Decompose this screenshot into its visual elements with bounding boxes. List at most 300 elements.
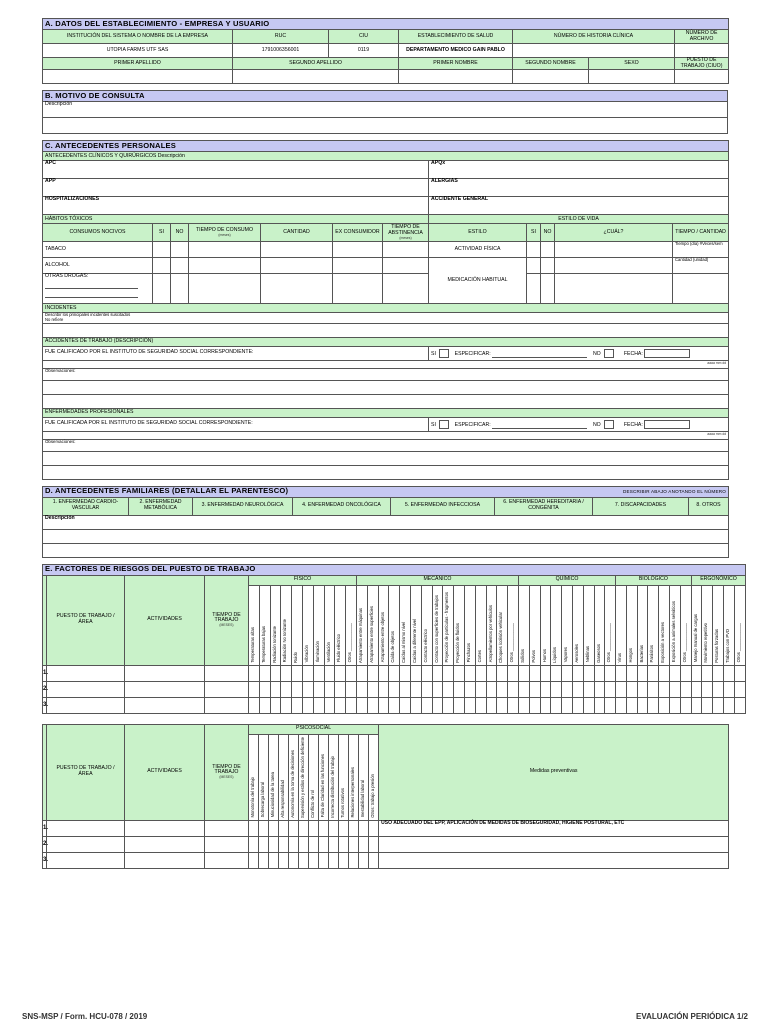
riesgo-factor-cell[interactable] <box>421 681 432 697</box>
field-ciu[interactable]: 0119 <box>329 44 399 58</box>
riesgo-factor-cell[interactable] <box>702 697 713 713</box>
riesgo-factor-cell[interactable] <box>659 697 670 713</box>
riesgo-factor-cell[interactable] <box>367 665 378 681</box>
drogas-cantidad[interactable] <box>261 274 333 304</box>
accidente-si-checkbox[interactable] <box>439 349 449 358</box>
incidentes-extra-line[interactable] <box>43 323 729 337</box>
riesgo-factor-cell[interactable] <box>605 665 616 681</box>
riesgo-factor-cell[interactable] <box>702 681 713 697</box>
riesgo-factor-cell[interactable] <box>281 681 292 697</box>
mecanico-factor-11-pinchazos <box>464 585 475 665</box>
riesgo-factor-cell[interactable] <box>356 665 367 681</box>
psicosocial-factor-cell[interactable] <box>299 852 309 868</box>
alcohol-si[interactable] <box>153 258 171 274</box>
riesgo-factor-cell[interactable] <box>292 681 303 697</box>
psicosocial-puesto-input[interactable] <box>47 852 125 868</box>
riesgo-tiempo-input[interactable] <box>205 681 249 697</box>
field-institucion[interactable]: UTOPIA FARMS UTF SAS <box>43 44 233 58</box>
riesgo-factor-cell[interactable] <box>302 665 313 681</box>
riesgo-factor-cell[interactable] <box>292 665 303 681</box>
psicosocial-factor-cell[interactable] <box>369 836 379 852</box>
riesgo-factor-cell[interactable] <box>346 697 357 713</box>
riesgo-factor-cell[interactable] <box>616 697 627 713</box>
drogas-no[interactable] <box>171 274 189 304</box>
psicosocial-tiempo-input[interactable] <box>205 852 249 868</box>
psicosocial-factor-cell[interactable] <box>349 836 359 852</box>
riesgo-factor-cell[interactable] <box>551 665 562 681</box>
riesgo-factor-cell[interactable] <box>292 697 303 713</box>
familiar-item-3[interactable]: 3. ENFERMEDAD NEUROLÓGICA <box>193 497 293 515</box>
riesgo-factor-cell[interactable] <box>713 697 724 713</box>
psicosocial-factor-cell[interactable] <box>319 852 329 868</box>
familiar-item-8[interactable]: 8. OTROS <box>689 497 729 515</box>
riesgo-factor-cell[interactable] <box>486 665 497 681</box>
riesgo-factor-cell[interactable] <box>583 697 594 713</box>
riesgo-factor-cell[interactable] <box>616 681 627 697</box>
enfermedades-profesionales-label: ENFERMEDADES PROFESIONALES <box>43 408 729 417</box>
riesgo-factor-cell[interactable] <box>605 681 616 697</box>
riesgo-factor-cell[interactable] <box>356 697 367 713</box>
riesgo-factor-cell[interactable] <box>497 697 508 713</box>
riesgo-factor-cell[interactable] <box>367 681 378 697</box>
riesgo-factor-cell[interactable] <box>648 665 659 681</box>
riesgo-factor-cell[interactable] <box>508 665 519 681</box>
psicosocial-factor-cell[interactable] <box>369 820 379 836</box>
psicosocial-tiempo-input[interactable] <box>205 820 249 836</box>
motivo-descripcion-field[interactable] <box>43 118 728 134</box>
row-medicacion-label: MEDICACIÓN HABITUAL <box>429 258 527 304</box>
accidente-observaciones-field[interactable] <box>43 368 729 380</box>
familiar-item-4[interactable]: 4. ENFERMEDAD ONCOLÓGICA <box>293 497 391 515</box>
tabaco-no[interactable] <box>171 242 189 258</box>
psicosocial-puesto-input[interactable] <box>47 820 125 836</box>
enfermedad-calificada-label: FUE CALIFICADA POR EL INSTITUTO DE SEGURIDAD SOCIAL CORRESPONDIENTE: <box>43 417 429 431</box>
drogas-abstinencia[interactable] <box>383 274 429 304</box>
incidentes-field[interactable] <box>43 313 729 323</box>
riesgo-factor-cell[interactable] <box>702 665 713 681</box>
riesgo-factor-cell[interactable] <box>637 665 648 681</box>
psicosocial-factor-cell[interactable] <box>289 820 299 836</box>
medicacion-tiempo-2[interactable] <box>673 274 729 304</box>
riesgo-factor-cell[interactable] <box>486 697 497 713</box>
psicosocial-factor-cell[interactable] <box>339 836 349 852</box>
riesgo-tiempo-input[interactable] <box>205 665 249 681</box>
riesgo-factor-cell[interactable] <box>540 697 551 713</box>
riesgo-factor-cell[interactable] <box>551 681 562 697</box>
riesgo-factor-cell[interactable] <box>486 681 497 697</box>
field-segundo-apellido[interactable] <box>233 70 399 84</box>
riesgo-factor-cell[interactable] <box>540 681 551 697</box>
riesgo-factor-cell[interactable] <box>583 665 594 681</box>
psicosocial-actividades-input[interactable] <box>125 836 205 852</box>
psicosocial-factor-cell[interactable] <box>339 852 349 868</box>
medicacion-no-2[interactable] <box>541 274 555 304</box>
riesgo-factor-cell[interactable] <box>648 681 659 697</box>
familiar-line-3[interactable] <box>43 543 729 557</box>
riesgo-factor-cell[interactable] <box>454 681 465 697</box>
riesgo-factor-cell[interactable] <box>562 697 573 713</box>
riesgo-factor-cell[interactable] <box>508 697 519 713</box>
riesgo-factor-cell[interactable] <box>551 697 562 713</box>
riesgo-factor-cell[interactable] <box>464 697 475 713</box>
accidente-general-field[interactable] <box>429 197 729 215</box>
riesgo-factor-cell[interactable] <box>572 681 583 697</box>
riesgo-factor-cell[interactable] <box>270 697 281 713</box>
riesgo-factor-cell[interactable] <box>464 681 475 697</box>
field-archivo[interactable] <box>675 44 729 58</box>
psicosocial-factor-cell[interactable] <box>349 852 359 868</box>
drogas-ex[interactable] <box>333 274 383 304</box>
psicosocial-tiempo-input[interactable] <box>205 836 249 852</box>
enfermedad-obs-line-2[interactable] <box>43 451 729 465</box>
riesgo-factor-cell[interactable] <box>734 681 745 697</box>
psicosocial-factor-cell[interactable] <box>319 820 329 836</box>
psicosocial-factor-cell[interactable] <box>329 852 339 868</box>
accidente-si-label: SI <box>431 350 436 357</box>
riesgo-actividades-input[interactable] <box>125 681 205 697</box>
riesgo-factor-cell[interactable] <box>572 665 583 681</box>
psicosocial-factor-cell[interactable] <box>259 820 269 836</box>
psicosocial-factor-cell[interactable] <box>339 820 349 836</box>
riesgo-puesto-input[interactable] <box>47 681 125 697</box>
riesgo-factor-cell[interactable] <box>335 697 346 713</box>
familiar-item-1[interactable]: 1. ENFERMEDAD CARDIO-VASCULAR <box>43 497 129 515</box>
riesgo-factor-cell[interactable] <box>605 697 616 713</box>
riesgo-puesto-input[interactable] <box>47 697 125 713</box>
section-e-table <box>42 564 746 714</box>
riesgo-factor-cell[interactable] <box>497 665 508 681</box>
medicacion-si-1[interactable] <box>527 258 541 274</box>
psicosocial-factor-cell[interactable] <box>349 820 359 836</box>
col-medidas-preventivas: Medidas preventivas <box>379 724 729 820</box>
tabaco-tiempo[interactable] <box>189 242 261 258</box>
psicosocial-factor-cell[interactable] <box>279 852 289 868</box>
header-archivo: NÚMERO DE ARCHIVO <box>675 30 729 44</box>
ergonomico-factor-5-otros <box>734 585 745 665</box>
medidas-preventivas-field[interactable]: USO ADECUADO DEL EPP, APLICACIÓN DE MEDIDAS DE BIOSEGURIDAD, HIGIENE POSTURAL, ETC <box>379 820 729 836</box>
psicosocial-factor-cell[interactable] <box>309 836 319 852</box>
riesgo-factor-cell[interactable] <box>734 665 745 681</box>
riesgo-factor-cell[interactable] <box>475 665 486 681</box>
riesgo-factor-cell[interactable] <box>529 697 540 713</box>
riesgo-factor-cell[interactable] <box>518 665 529 681</box>
riesgo-factor-cell[interactable] <box>389 697 400 713</box>
section-a-title: A. DATOS DEL ESTABLECIMIENTO - EMPRESA Y USUARIO <box>43 19 729 30</box>
alcohol-abstinencia[interactable] <box>383 258 429 274</box>
psicosocial-actividades-input[interactable] <box>125 820 205 836</box>
riesgo-factor-cell[interactable] <box>670 697 681 713</box>
tabaco-cantidad[interactable] <box>261 242 333 258</box>
enfermedad-no-checkbox[interactable] <box>604 420 614 429</box>
familiar-item-6[interactable]: 6. ENFERMEDAD HEREDITARIA / CONGÉNITA <box>495 497 593 515</box>
riesgo-factor-cell[interactable] <box>432 665 443 681</box>
riesgo-factor-cell[interactable] <box>562 681 573 697</box>
riesgo-factor-cell[interactable] <box>680 665 691 681</box>
riesgo-tiempo-input[interactable] <box>205 697 249 713</box>
riesgo-factor-cell[interactable] <box>346 681 357 697</box>
psicosocial-actividades-input[interactable] <box>125 852 205 868</box>
section-d-title-text: D. ANTECEDENTES FAMILIARES (DETALLAR EL PARENTESCO) <box>45 486 289 496</box>
app-field[interactable] <box>43 179 429 197</box>
riesgo-factor-cell[interactable] <box>367 697 378 713</box>
riesgo-factor-cell[interactable] <box>529 681 540 697</box>
riesgo-factor-cell[interactable] <box>637 681 648 697</box>
riesgo-factor-cell[interactable] <box>562 665 573 681</box>
psicosocial-factor-cell[interactable] <box>359 820 369 836</box>
riesgo-factor-cell[interactable] <box>335 681 346 697</box>
riesgo-factor-cell[interactable] <box>324 681 335 697</box>
riesgo-factor-cell[interactable] <box>670 681 681 697</box>
familiar-item-5[interactable]: 5. ENFERMEDAD INFECCIOSA <box>391 497 495 515</box>
col-actividades: ACTIVIDADES <box>125 575 205 665</box>
riesgo-factor-cell[interactable] <box>713 681 724 697</box>
riesgo-factor-cell[interactable] <box>249 681 260 697</box>
familiar-line-2[interactable] <box>43 529 729 543</box>
enfermedad-especificar-input[interactable] <box>492 422 587 429</box>
actividad-tiempo[interactable]: Tiempo (día) #Veces/sem <box>673 242 729 258</box>
riesgo-factor-cell[interactable] <box>529 665 540 681</box>
riesgo-factor-cell[interactable] <box>670 665 681 681</box>
riesgo-factor-cell[interactable] <box>421 697 432 713</box>
accidente-obs-line-3[interactable] <box>43 394 729 408</box>
riesgo-factor-cell[interactable] <box>249 697 260 713</box>
enfermedad-obs-line-3[interactable] <box>43 465 729 479</box>
riesgo-factor-cell[interactable] <box>616 665 627 681</box>
enfermedad-fecha-input[interactable] <box>644 420 690 429</box>
riesgo-factor-cell[interactable] <box>249 665 260 681</box>
accidente-fecha-input[interactable] <box>644 349 690 358</box>
psicosocial-factor-cell[interactable] <box>269 820 279 836</box>
psicosocial-factor-cell[interactable] <box>359 852 369 868</box>
psicosocial-factor-cell[interactable] <box>279 836 289 852</box>
apc-field[interactable] <box>43 161 429 179</box>
psicosocial-factor-cell[interactable] <box>329 820 339 836</box>
riesgo-factor-cell[interactable] <box>508 681 519 697</box>
riesgo-factor-cell[interactable] <box>302 697 313 713</box>
riesgo-factor-cell[interactable] <box>421 665 432 681</box>
riesgo-factor-cell[interactable] <box>626 665 637 681</box>
psicosocial-factor-cell[interactable] <box>249 852 259 868</box>
psicosocial-factor-cell[interactable] <box>249 836 259 852</box>
riesgo-puesto-input[interactable] <box>47 665 125 681</box>
tabaco-ex[interactable] <box>333 242 383 258</box>
riesgo-factor-cell[interactable] <box>259 697 270 713</box>
riesgo-factor-cell[interactable] <box>724 697 735 713</box>
psicosocial-factor-cell[interactable] <box>279 820 289 836</box>
field-primer-nombre[interactable] <box>399 70 513 84</box>
accidente-obs-line-2[interactable] <box>43 380 729 394</box>
riesgo-factor-cell[interactable] <box>324 697 335 713</box>
riesgo-factor-cell[interactable] <box>410 665 421 681</box>
familiar-item-2[interactable]: 2. ENFERMEDAD METABÓLICA <box>129 497 193 515</box>
riesgo-factor-cell[interactable] <box>475 681 486 697</box>
riesgo-factor-cell[interactable] <box>410 697 421 713</box>
tabaco-si[interactable] <box>153 242 171 258</box>
field-sexo[interactable] <box>589 70 675 84</box>
riesgo-factor-cell[interactable] <box>724 665 735 681</box>
riesgo-factor-cell[interactable] <box>432 697 443 713</box>
riesgo-factor-cell[interactable] <box>400 697 411 713</box>
riesgo-factor-cell[interactable] <box>691 681 702 697</box>
alcohol-no[interactable] <box>171 258 189 274</box>
riesgo-factor-cell[interactable] <box>454 697 465 713</box>
medicacion-si-2[interactable] <box>527 274 541 304</box>
riesgo-factor-cell[interactable] <box>356 681 367 697</box>
psicosocial-row-number: 2. <box>43 836 47 852</box>
psicosocial-factor-cell[interactable] <box>289 836 299 852</box>
riesgo-factor-cell[interactable] <box>659 681 670 697</box>
alcohol-ex[interactable] <box>333 258 383 274</box>
riesgo-factor-cell[interactable] <box>583 681 594 697</box>
col-si: SI <box>153 224 171 242</box>
riesgo-factor-cell[interactable] <box>335 665 346 681</box>
accidente-especificar-input[interactable] <box>492 351 587 358</box>
accidente-no-checkbox[interactable] <box>604 349 614 358</box>
riesgo-factor-cell[interactable] <box>454 665 465 681</box>
riesgo-factor-cell[interactable] <box>410 681 421 697</box>
medicacion-cantidad[interactable]: Cantidad (unidad) <box>673 258 729 274</box>
medicacion-no-1[interactable] <box>541 258 555 274</box>
psicosocial-factor-cell[interactable] <box>269 836 279 852</box>
mecanico-factor-4-caida-de-objetos <box>389 585 400 665</box>
riesgo-factor-cell[interactable] <box>626 681 637 697</box>
field-puesto-ciuo[interactable] <box>675 70 729 84</box>
field-segundo-nombre[interactable] <box>513 70 589 84</box>
riesgo-factor-cell[interactable] <box>259 665 270 681</box>
riesgo-factor-cell[interactable] <box>443 665 454 681</box>
accidente-fecha-label: FECHA: <box>623 350 643 357</box>
familiar-item-7[interactable]: 7. DISCAPACIDADES <box>593 497 689 515</box>
riesgo-actividades-input[interactable] <box>125 697 205 713</box>
riesgo-factor-cell[interactable] <box>281 665 292 681</box>
actividad-si[interactable] <box>527 242 541 258</box>
riesgo-factor-cell[interactable] <box>659 665 670 681</box>
riesgo-factor-cell[interactable] <box>346 665 357 681</box>
psico-col-tiempo <box>205 724 249 820</box>
riesgo-factor-cell[interactable] <box>313 681 324 697</box>
riesgo-factor-cell[interactable] <box>389 681 400 697</box>
mecanico-factor-13-atropellamientos-por-veh <box>486 585 497 665</box>
riesgo-factor-cell[interactable] <box>680 681 691 697</box>
psicosocial-factor-cell[interactable] <box>309 820 319 836</box>
col-tiempo-trabajo <box>205 575 249 665</box>
riesgo-factor-cell[interactable] <box>475 697 486 713</box>
riesgo-factor-cell[interactable] <box>518 697 529 713</box>
alcohol-tiempo[interactable] <box>189 258 261 274</box>
col-abstinencia-label: TIEMPO DE ABSTINENCIA <box>388 224 423 237</box>
riesgo-factor-cell[interactable] <box>443 681 454 697</box>
riesgo-factor-cell[interactable] <box>540 665 551 681</box>
riesgo-factor-cell[interactable] <box>259 681 270 697</box>
riesgo-factor-cell[interactable] <box>680 697 691 713</box>
psicosocial-factor-7-conflicto-de-rol <box>309 734 319 820</box>
enfermedad-si-checkbox[interactable] <box>439 420 449 429</box>
medicacion-cual-1[interactable] <box>555 258 673 274</box>
riesgo-factor-cell[interactable] <box>691 697 702 713</box>
riesgo-factor-cell[interactable] <box>378 681 389 697</box>
alergias-field[interactable] <box>429 179 729 197</box>
drogas-tiempo[interactable] <box>189 274 261 304</box>
medidas-preventivas-field[interactable] <box>379 836 729 852</box>
psicosocial-factor-cell[interactable] <box>259 836 269 852</box>
riesgo-factor-cell[interactable] <box>324 665 335 681</box>
riesgo-factor-cell[interactable] <box>378 665 389 681</box>
riesgo-factor-cell[interactable] <box>443 697 454 713</box>
riesgo-factor-cell[interactable] <box>378 697 389 713</box>
enfermedad-observaciones-field[interactable] <box>43 439 729 451</box>
riesgo-factor-cell[interactable] <box>400 665 411 681</box>
riesgo-factor-cell[interactable] <box>400 681 411 697</box>
biologico-factor-label-7: Otros ____________ <box>681 623 687 663</box>
riesgo-factor-cell[interactable] <box>594 697 605 713</box>
familiar-descripcion-field[interactable] <box>43 515 729 529</box>
footer-page-label: EVALUACIÓN PERIÓDICA 1/2 <box>635 1012 748 1021</box>
riesgo-factor-cell[interactable] <box>464 665 475 681</box>
psicosocial-factor-cell[interactable] <box>249 820 259 836</box>
psicosocial-factor-cell[interactable] <box>309 852 319 868</box>
riesgo-factor-cell[interactable] <box>389 665 400 681</box>
psicosocial-factor-cell[interactable] <box>299 836 309 852</box>
riesgo-factor-cell[interactable] <box>313 697 324 713</box>
riesgo-factor-cell[interactable] <box>626 697 637 713</box>
medidas-preventivas-field[interactable] <box>379 852 729 868</box>
riesgo-factor-cell[interactable] <box>313 665 324 681</box>
riesgo-factor-cell[interactable] <box>724 681 735 697</box>
alcohol-cantidad[interactable] <box>261 258 333 274</box>
psicosocial-factor-cell[interactable] <box>269 852 279 868</box>
psicosocial-puesto-input[interactable] <box>47 836 125 852</box>
actividad-cual[interactable] <box>555 242 673 258</box>
riesgo-factor-cell[interactable] <box>270 681 281 697</box>
psicosocial-factor-cell[interactable] <box>359 836 369 852</box>
actividad-no[interactable] <box>541 242 555 258</box>
apq-field[interactable] <box>429 161 729 179</box>
riesgo-actividades-input[interactable] <box>125 665 205 681</box>
section-d-title <box>43 486 729 497</box>
riesgo-factor-cell[interactable] <box>637 697 648 713</box>
psicosocial-factor-cell[interactable] <box>369 852 379 868</box>
riesgo-factor-cell[interactable] <box>713 665 724 681</box>
riesgo-factor-cell[interactable] <box>594 665 605 681</box>
riesgo-factor-cell[interactable] <box>497 681 508 697</box>
medicacion-cual-2[interactable] <box>555 274 673 304</box>
field-ruc[interactable]: 1791006356001 <box>233 44 329 58</box>
psicosocial-factor-cell[interactable] <box>319 836 329 852</box>
psicosocial-factor-cell[interactable] <box>329 836 339 852</box>
riesgo-factor-cell[interactable] <box>594 681 605 697</box>
field-historia-clinica[interactable] <box>513 44 675 58</box>
psicosocial-factor-cell[interactable] <box>299 820 309 836</box>
field-primer-apellido[interactable] <box>43 70 233 84</box>
riesgo-factor-cell[interactable] <box>270 665 281 681</box>
drogas-si[interactable] <box>153 274 171 304</box>
riesgo-factor-cell[interactable] <box>734 697 745 713</box>
occupational-health-form <box>42 18 741 869</box>
riesgo-factor-cell[interactable] <box>691 665 702 681</box>
riesgo-factor-cell[interactable] <box>302 681 313 697</box>
riesgo-factor-cell[interactable] <box>432 681 443 697</box>
hospitalizaciones-field[interactable] <box>43 197 429 215</box>
psicosocial-factor-12-inestabilidad-laboral <box>359 734 369 820</box>
riesgo-factor-cell[interactable] <box>648 697 659 713</box>
psicosocial-factor-cell[interactable] <box>289 852 299 868</box>
riesgo-factor-cell[interactable] <box>281 697 292 713</box>
riesgo-factor-cell[interactable] <box>572 697 583 713</box>
tabaco-abstinencia[interactable] <box>383 242 429 258</box>
riesgo-factor-cell[interactable] <box>518 681 529 697</box>
field-establecimiento[interactable]: DEPARTAMENTO MEDICO GAIN PABLO <box>399 44 513 58</box>
psicosocial-factor-cell[interactable] <box>259 852 269 868</box>
